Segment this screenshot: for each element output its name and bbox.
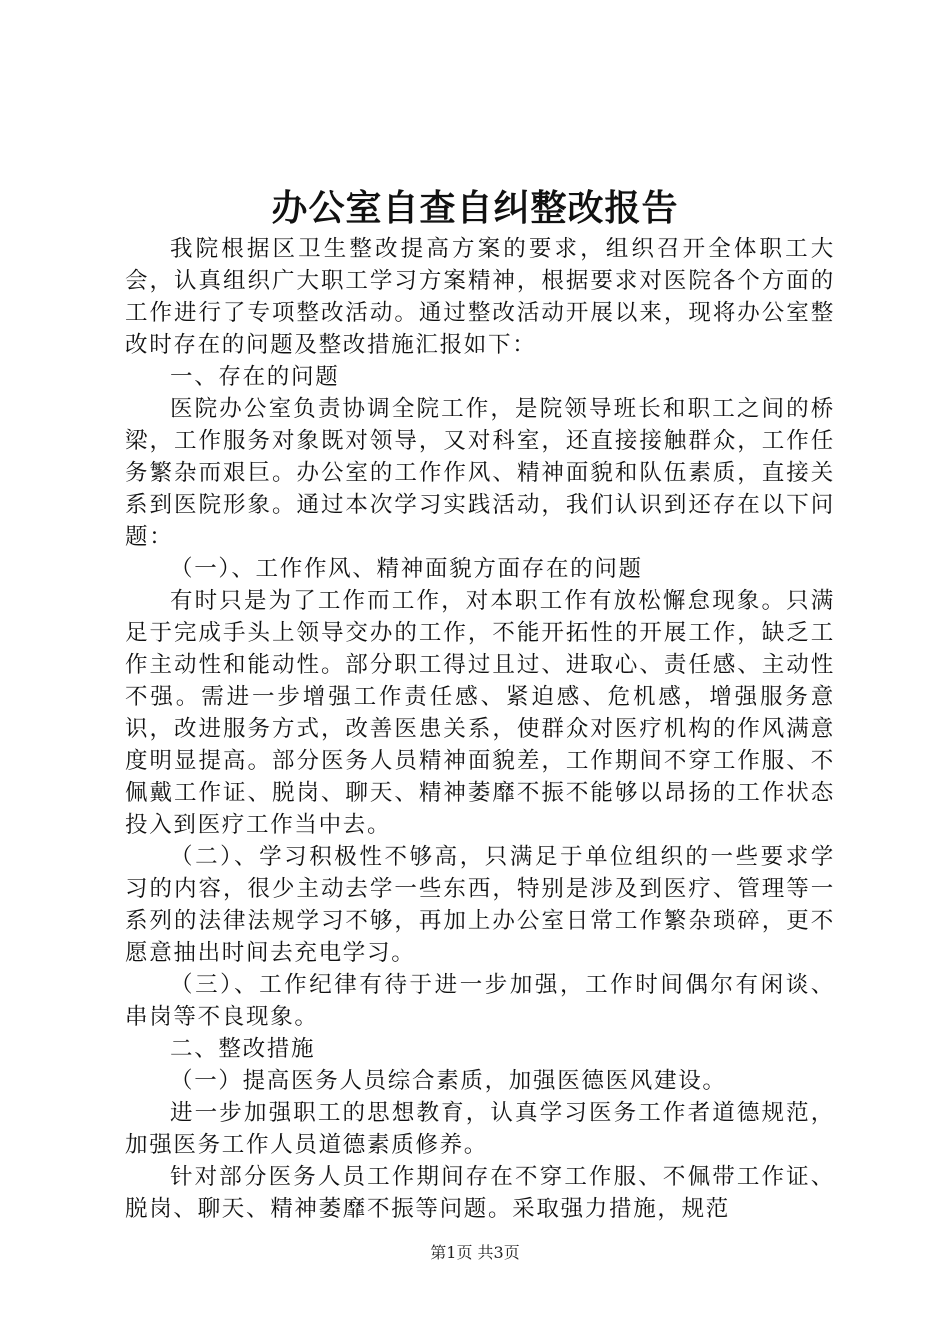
page-footer: 第1页 共3页 — [430, 1243, 520, 1262]
document-title: 办公室自查自纠整改报告 — [271, 187, 679, 229]
paragraph-discipline: （三）、工作纪律有待于进一步加强，工作时间偶尔有闲谈、串岗等不良现象。 — [125, 972, 835, 1030]
subheading-quality: （一）提高医务人员综合素质，加强医德医风建设。 — [170, 1068, 727, 1094]
document-body — [125, 233, 835, 1225]
paragraph-office-role: 医院办公室负责协调全院工作，是院领导班长和职工之间的桥梁，工作服务对象既对领导，又对科室，还直接接触群众，工作任务繁杂而艰巨。办公室的工作作风、精神面貌和队伍素质，直接关系到医院形象。通过本次学习实践活动，我们认识到还存在以下问题： — [125, 396, 835, 550]
paragraph-study: （二）、学习积极性不够高，只满足于单位组织的一些要求学习的内容，很少主动去学一些东西，特别是涉及到医疗、管理等一系列的法律法规学习不够，再加上办公室日常工作繁杂琐碎，更不愿意抽出时间去充电学习。 — [125, 844, 835, 966]
section-heading-problems: 一、存在的问题 — [170, 364, 340, 390]
subheading-work-style: （一）、工作作风、精神面貌方面存在的问题 — [170, 556, 643, 582]
section-heading-measures: 二、整改措施 — [170, 1036, 316, 1062]
paragraph-measures: 针对部分医务人员工作期间存在不穿工作服、不佩带工作证、脱岗、聊天、精神萎靡不振等问题。采取强力措施，规范 — [125, 1164, 835, 1222]
paragraph-intro: 我院根据区卫生整改提高方案的要求，组织召开全体职工大会，认真组织广大职工学习方案精神，根据要求对医院各个方面的工作进行了专项整改活动。通过整改活动开展以来，现将办公室整改时存在的问题及整改措施汇报如下： — [125, 236, 835, 358]
paragraph-work-style: 有时只是为了工作而工作，对本职工作有放松懈怠现象。只满足于完成手头上领导交办的工作，不能开拓性的开展工作，缺乏工作主动性和能动性。部分职工得过且过、进取心、责任感、主动性不强。需进一步增强工作责任感、紧迫感、危机感，增强服务意识，改进服务方式，改善医患关系，使群众对医疗机构的作风满意度明显提高。部分医务人员精神面貌差，工作期间不穿工作服、不佩戴工作证、脱岗、聊天、精神萎靡不振不能够以昂扬的工作状态投入到医疗工作当中去。 — [125, 588, 835, 838]
paragraph-education: 进一步加强职工的思想教育，认真学习医务工作者道德规范，加强医务工作人员道德素质修养。 — [125, 1100, 835, 1158]
